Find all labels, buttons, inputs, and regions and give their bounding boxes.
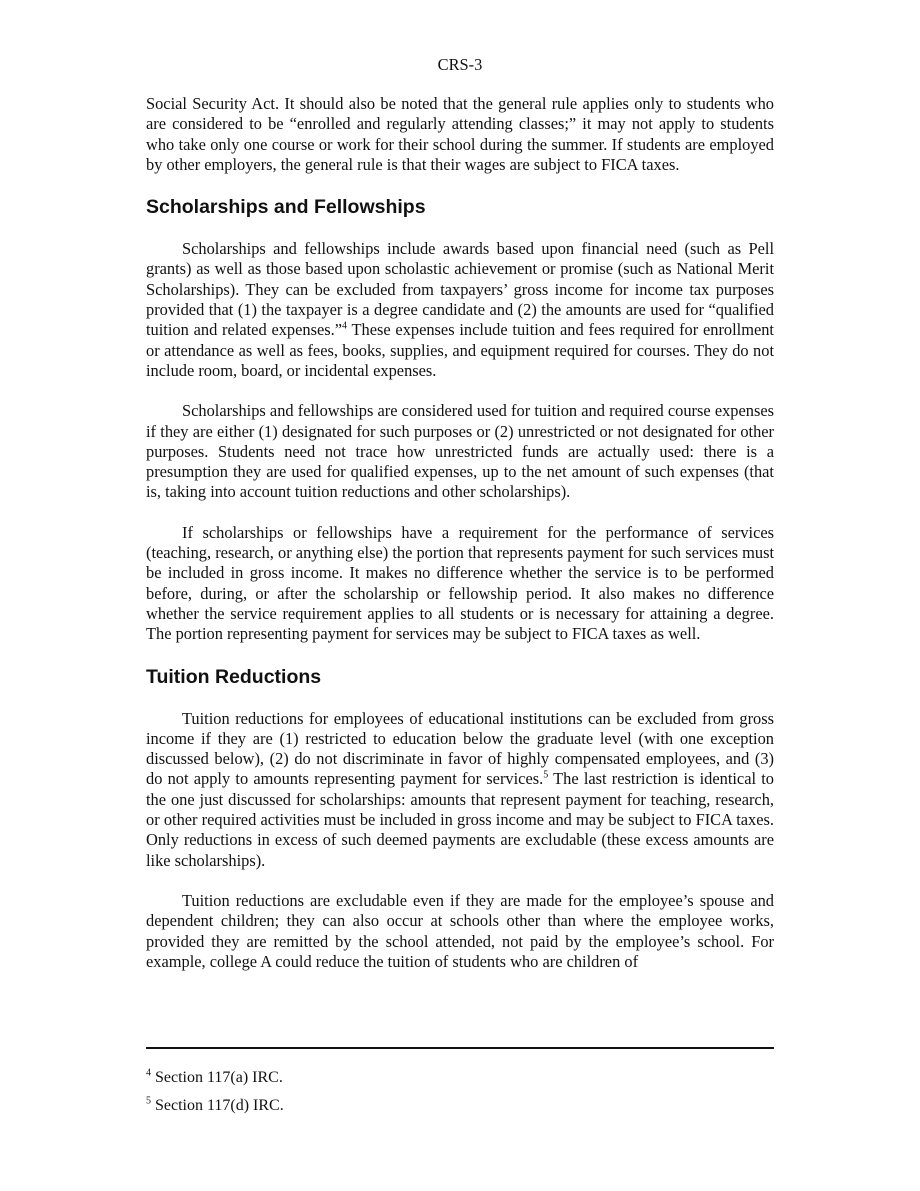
footnote-divider [146, 1047, 774, 1049]
footnote-item [146, 1096, 774, 1116]
footnote-number: 5 [146, 1095, 151, 1107]
page-header [146, 55, 774, 75]
footnote-reference-5: 5 [543, 769, 549, 781]
footnote-text: Section 117(d) IRC. [151, 1097, 284, 1114]
tuition-paragraph-1 [146, 709, 774, 871]
tuition-paragraph-1-text-b: The last restriction is identical to the one just discussed for scholarships: amounts that represent payment for teaching, research, or other required activities must be included in gross income and may be subject to FICA taxes. Only reductions in excess of such deemed payments are excludable (these excess amounts are like scholarships). [146, 769, 774, 870]
scholarships-paragraph-1-text-a: Scholarships and fellowships include awards based upon financial need (such as Pell grants) as well as those based upon scholastic achievement or promise (such as National Merit Scholarships). They can be excluded from taxpayers’ gross income for income tax purposes provided that (1) the taxpayer is a degree candidate and (2) the amounts are used for “qualified tuition and related expenses.” [146, 239, 774, 340]
footnote-text: Section 117(a) IRC. [151, 1069, 283, 1086]
scholarships-paragraph-3: If scholarships or fellowships have a requirement for the performance of services (teaching, research, or anything else) the portion that represents payment for such services must be included in gross income. It makes no difference whether the service is to be performed before, during, or after the scholarship or fellowship period. It also makes no difference whether the service requirement applies to all students or is necessary for attaining a degree. The portion representing payment for services may be subject to FICA taxes as well. [146, 522, 774, 644]
section-heading-scholarships: Scholarships and Fellowships [146, 196, 426, 219]
document-body [146, 94, 774, 972]
section-heading-tuition: Tuition Reductions [146, 665, 322, 688]
footnote-reference-4: 4 [341, 320, 347, 332]
tuition-paragraph-2: Tuition reductions are excludable even if they are made for the employee’s spouse and dependent children; they can also occur at schools other than where the employee works, provided they are remitted by the school attended, not paid by the employee’s school. For example, college A could reduce the tuition of students who are children of [146, 890, 774, 971]
scholarships-paragraph-2: Scholarships and fellowships are considered used for tuition and required course expenses if they are either (1) designated for such purposes or (2) unrestricted or not designated for other purposes. Students need not trace how unrestricted funds are actually used: there is a presumption they are used for qualified expenses, up to the net amount of such expenses (that is, taking into account tuition reductions and other scholarships). [146, 401, 774, 502]
footnote-number: 4 [146, 1067, 151, 1079]
scholarships-paragraph-1 [146, 239, 774, 381]
scholarships-paragraph-1-text-b: These expenses include tuition and fees required for enrollment or attendance as well as fees, books, supplies, and equipment required for courses. They do not include room, board, or incidental expenses. [146, 320, 774, 380]
page-number-label: CRS-3 [437, 55, 483, 74]
tuition-paragraph-1-text-a: Tuition reductions for employees of educational institutions can be excluded from gross income if they are (1) restricted to education below the graduate level (with one exception discussed below), (2) do not discriminate in favor of highly compensated employees, and (3) do not apply to amounts representing payment for services. [146, 708, 774, 789]
footnote-item [146, 1068, 774, 1088]
intro-paragraph: Social Security Act. It should also be noted that the general rule applies only to students who are considered to be “enrolled and regularly attending classes;” it may not apply to students who take only one course or work for their school during the summer. If students are employed by other employers, the general rule is that their wages are subject to FICA taxes. [146, 94, 774, 174]
footnotes [146, 1068, 774, 1116]
